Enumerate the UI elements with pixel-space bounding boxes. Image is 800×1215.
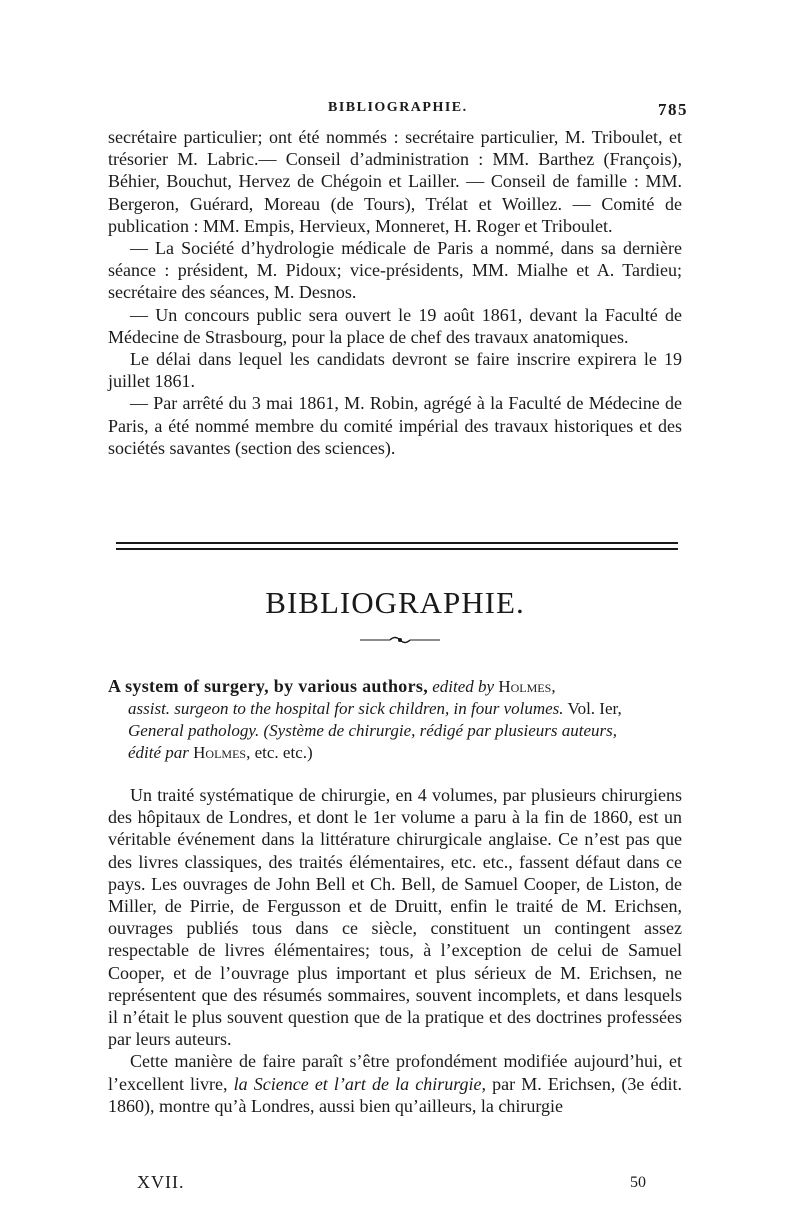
section-rule-bottom xyxy=(116,548,678,550)
signature-mark: XVII. xyxy=(137,1172,185,1192)
sheet-number: 50 xyxy=(630,1174,646,1191)
news-section xyxy=(108,126,682,459)
volume-label: Vol. Ier, xyxy=(567,699,622,718)
book-reference: A system of surgery, by various authors, edited by Holmes, assist. surgeon to the hospital for sick children, in four volumes. Vol. Ier, General pathology. (Système de chirurgie, rédigé par plusieurs auteurs, édité par Holmes, etc. etc.) xyxy=(108,676,622,762)
review-paragraph-2-end: par M. Erichsen, (3e édit. 1860), montre qu’à Londres, aussi bien qu’ailleurs, la chirurgie xyxy=(108,1073,683,1116)
news-paragraph-1: secrétaire particulier; ont été nommés : secrétaire particulier, M. Triboulet, et trésorier M. Labric.— Conseil d’administration : MM. Barthez (François), Béhier, Bouchut, Hervez de Chégoin et Lailler. — Conseil de famille : MM. Bergeron, Guérard, Moreau (de Tours), Trélat et Woillez. — Comité de publication : MM. Empis, Hervieux, Monneret, H. Roger et Triboulet. xyxy=(108,127,682,236)
edited-by-french: édité par xyxy=(128,743,189,762)
review-book-title: la Science et l’art de la chirurgie, xyxy=(233,1073,487,1094)
editor-name-french: Holmes xyxy=(193,743,247,762)
editor-description: assist. surgeon to the hospital for sick children, in four volumes. xyxy=(128,699,564,718)
news-paragraph-2: — La Société d’hydrologie médicale de Paris a nommé, dans sa dernière séance : président, M. Pidoux; vice-présidents, MM. Mialhe et A. Tardieu; secrétaire des séances, M. Desnos. xyxy=(108,238,682,303)
ornament-divider-icon xyxy=(360,634,440,646)
book-title: A system of surgery, by various authors, xyxy=(108,676,429,696)
review-paragraph-1: Un traité systématique de chirurgie, en 4 volumes, par plusieurs chirurgiens des hôpitaux de Londres, et dont le 1er volume a paru à la fin de 1860, est un véritable événement dans la littérature chirurgicale anglaise. Ce n’est pas que des livres classiques, des traités élémentaires, etc. etc., fassent défaut dans ce pays. Les ouvrages de John Bell et Ch. Bell, de Samuel Cooper, de Liston, de Miller, de Pirrie, de Fergusson et de Druitt, enfin le traité de M. Erichsen, ouvrages publiés tous dans ce siècle, constituent un contingent assez respectable de livres élémentaires; tous, à l’exception de celui de Samuel Cooper, et de l’ouvrage plus important et plus sérieux de M. Erichsen, ne représentent que des résumés sommaires, souvent incomplets, et dans lesquels il n’était le plus souvent question que de la pratique et des doctrines professées par leurs auteurs. xyxy=(108,785,682,1050)
running-head-title: BIBLIOGRAPHIE. xyxy=(328,100,468,115)
review-paragraph-2-start: Cette manière de faire paraît s’être profondément modifiée aujourd’hui, et l’excellent livre, xyxy=(108,1051,682,1094)
edited-by: edited by xyxy=(432,677,495,696)
reference-end: , etc. etc.) xyxy=(246,743,313,762)
editor-name: Holmes xyxy=(498,677,552,696)
section-rule-top xyxy=(116,542,678,544)
news-paragraph-3: — Un concours public sera ouvert le 19 août 1861, devant la Faculté de Médecine de Strasbourg, pour la place de chef des travaux anatomiques. xyxy=(108,304,682,347)
review-paragraph-2 xyxy=(108,1050,682,1117)
review-section xyxy=(108,784,682,1117)
section-title: BIBLIOGRAPHIE. xyxy=(265,585,525,620)
page-number: 785 xyxy=(658,100,688,119)
news-paragraph-4: Le délai dans lequel les candidats devront se faire inscrire expirera le 19 juillet 1861. xyxy=(108,349,682,392)
french-title: (Système de chirurgie, rédigé par plusieurs auteurs, xyxy=(263,721,617,740)
volume-subject: General pathology. xyxy=(128,721,260,740)
news-paragraph-5: — Par arrêté du 3 mai 1861, M. Robin, agrégé à la Faculté de Médecine de Paris, a été nommé membre du comité impérial des travaux historiques et des sociétés savantes (section des sciences). xyxy=(108,393,682,458)
